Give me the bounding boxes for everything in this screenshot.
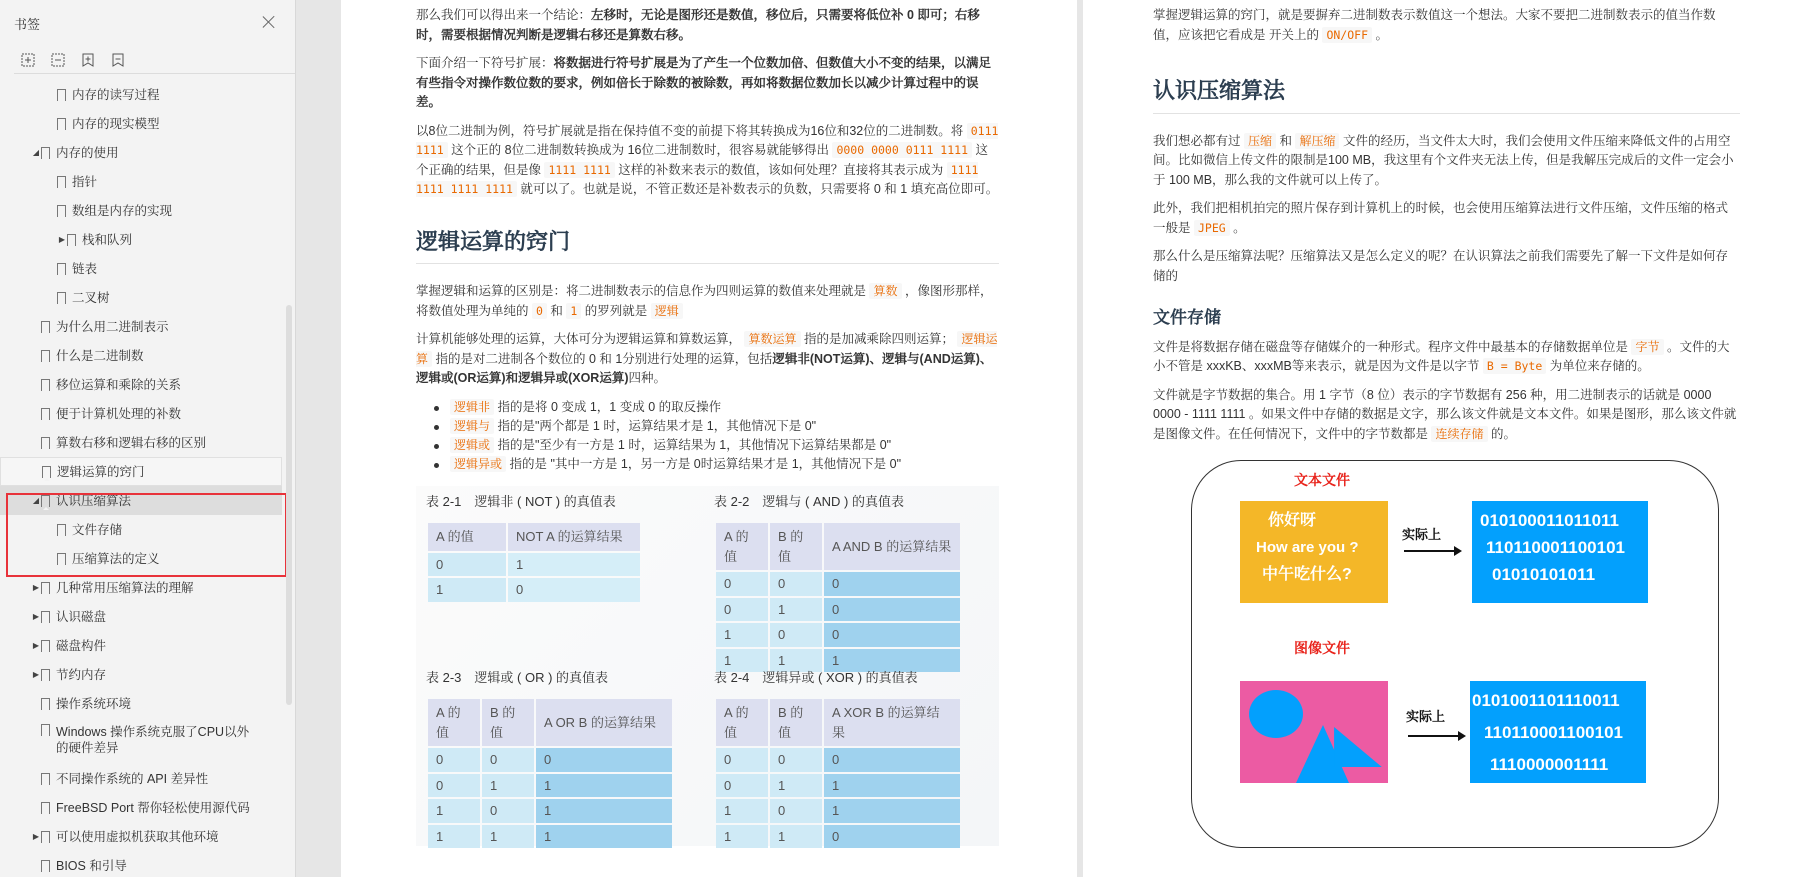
table-cell: 0 <box>824 825 960 849</box>
table-header: A 的值 <box>428 699 480 746</box>
table-cell: 1 <box>824 799 960 823</box>
bookmark-icon <box>41 724 50 736</box>
sidebar-item-label: Windows 操作系统克服了CPU以外的硬件差异 <box>56 725 250 755</box>
bookmark-icon <box>41 860 50 872</box>
heading-compression: 认识压缩算法 <box>1153 81 1740 114</box>
bookmark-icon <box>57 263 66 275</box>
bookmark-icon <box>41 640 50 652</box>
file-storage-diagram <box>1191 460 1719 848</box>
table-cell: 0 <box>770 799 822 823</box>
sidebar-item-label: 内存的使用 <box>56 145 119 160</box>
table-row <box>716 748 960 772</box>
sidebar-item[interactable] <box>0 428 282 457</box>
sidebar-item-label: 什么是二进制数 <box>56 348 144 363</box>
bookmark-icon <box>41 831 50 843</box>
shapes-icon <box>1240 681 1388 783</box>
bookmark-icon <box>41 698 50 710</box>
sidebar-item-label: 二叉树 <box>72 290 110 305</box>
table-header: A AND B 的运算结果 <box>824 523 960 570</box>
table-cell: 1 <box>716 825 768 849</box>
table-header: B 的值 <box>482 699 534 746</box>
paragraph-operations: 计算机能够处理的运算，大体可分为逻辑运算和算数运算， 算数运算 指的是加减乘除四则运算； 逻辑运算 指的是对二进制各个数位的 0 和 1分别进行处理的运算，包括逻辑非(NOT运算)、逻辑与(AND运算)、逻辑或(OR运算)和逻辑异或(XOR运算)四种。 <box>416 332 998 385</box>
bookmark-icon <box>41 802 50 814</box>
text-file-label: 文本文件 <box>1294 472 1350 488</box>
bookmark-tree <box>0 80 282 877</box>
table-cell: 0 <box>824 748 960 772</box>
arrow-right-icon <box>1408 735 1464 737</box>
sidebar-item[interactable] <box>0 254 282 283</box>
sidebar-scrollbar[interactable] <box>286 305 292 705</box>
table-header: A 的值 <box>716 699 768 746</box>
bookmark-toolbar <box>14 46 295 74</box>
sidebar-item-label: 逻辑运算的窍门 <box>57 464 145 479</box>
table-cell: 0 <box>716 598 768 622</box>
sidebar-item-label: 节约内存 <box>56 667 107 682</box>
sidebar-item[interactable] <box>0 399 282 428</box>
logic-op-list <box>434 398 999 474</box>
table-cell: 1 <box>716 623 768 647</box>
collapse-all-icon[interactable] <box>50 52 66 68</box>
sidebar-item-label: 算数右移和逻辑右移的区别 <box>56 435 207 450</box>
sidebar-item-label: 链表 <box>72 261 98 276</box>
sidebar-item[interactable] <box>0 793 282 822</box>
table-row <box>716 825 960 849</box>
heading-file-storage: 文件存储 <box>1153 308 1221 327</box>
list-item: 逻辑异或 指的是 "其中一方是 1，另一方是 0时运算结果才是 1，其他情况下是 0" <box>434 455 999 474</box>
bookmark-icon <box>41 495 50 507</box>
bookmark-icon <box>42 466 51 478</box>
bookmark-icon <box>41 582 50 594</box>
sidebar-item[interactable] <box>0 312 282 341</box>
table-cell: 1 <box>536 825 672 849</box>
table-row <box>716 623 960 647</box>
truth-table-or: 表 2-3 逻辑或 ( OR ) 的真值表 A 的值 B 的值 A OR B 的运算结果 0 0 0 0 1 1 1 0 1 1 1 1 <box>426 668 674 851</box>
table-cell: 1 <box>770 598 822 622</box>
table-cell: 0 <box>482 748 534 772</box>
bookmark-icon <box>41 669 50 681</box>
table-row <box>716 774 960 798</box>
page-left <box>341 0 1077 877</box>
sidebar-item[interactable] <box>0 167 282 196</box>
sidebar-item[interactable] <box>0 573 282 602</box>
sidebar-item[interactable] <box>0 225 282 254</box>
collapsed-triangle-icon[interactable]: ▶ <box>32 612 40 621</box>
bookmark-icon <box>57 89 66 101</box>
table-row <box>428 748 672 772</box>
sidebar-item-label: 栈和队列 <box>82 232 133 247</box>
bookmark-icon <box>57 205 66 217</box>
table-cell: 1 <box>716 799 768 823</box>
sidebar-item-label: 认识磁盘 <box>56 609 107 624</box>
sidebar-item[interactable] <box>0 515 282 544</box>
bookmark-icon <box>41 437 50 449</box>
table-row <box>716 799 960 823</box>
sidebar-item[interactable] <box>0 457 282 486</box>
paragraph-sign-extension: 下面介绍一下符号扩展：将数据进行符号扩展是为了产生一个位数加倍、但数值大小不变的结果，以满足有些指令对操作数位数的要求，例如倍长于除数的被除数，再如将数据位数加长以减少计算过程中的误差。 <box>416 56 992 109</box>
paragraph-byte-collection: 文件就是字节数据的集合。用 1 字节（8 位）表示的字节数据有 256 种，用二进制表示的话就是 0000 0000 - 1111 1111 。如果文件中存储的数据是文字，那么该文件就是文本文件。如果是图形，那么该文件就是图像文件。在任何情况下，文件中的字节数都是 连续存储 的。 <box>1153 387 1737 441</box>
table-cell: 0 <box>536 748 672 772</box>
sidebar-item-label: 可以使用虚拟机获取其他环境 <box>56 829 219 844</box>
paragraph-conclusion: 那么我们可以得出来一个结论：左移时，无论是图形还是数值，移位后，只需要将低位补 0 即可；右移时，需要根据情况判断是逻辑右移还是算数右移。 <box>416 8 980 42</box>
table-row <box>716 598 960 622</box>
table-cell: 0 <box>428 774 480 798</box>
truth-table-xor: 表 2-4 逻辑异或 ( XOR ) 的真值表 A 的值 B 的值 A XOR B 的运算结果 0 0 0 0 1 1 1 0 1 1 1 0 <box>714 668 962 851</box>
sidebar-item-label: 指针 <box>72 174 98 189</box>
list-item: 逻辑非 指的是将 0 变成 1，1 变成 0 的取反操作 <box>434 398 999 417</box>
table-header: B 的值 <box>770 523 822 570</box>
collapsed-triangle-icon[interactable]: ▶ <box>32 832 40 841</box>
collapsed-triangle-icon[interactable]: ▶ <box>32 583 40 592</box>
sidebar-item[interactable] <box>0 851 282 877</box>
sidebar-item-label: FreeBSD Port 帮你轻松使用源代码 <box>56 800 250 815</box>
sidebar-item-label: 文件存储 <box>72 522 123 537</box>
sidebar-item-label: 不同操作系统的 API 差异性 <box>56 771 209 786</box>
table-cell: 0 <box>770 748 822 772</box>
truth-table-not: 表 2-1 逻辑非 ( NOT ) 的真值表 A 的值 NOT A 的运算结果 0 1 1 0 <box>426 492 642 604</box>
table-cell: 1 <box>716 649 768 673</box>
close-icon[interactable] <box>261 14 277 30</box>
sidebar-item-label: 操作系统环境 <box>56 696 132 711</box>
paragraph-jpeg: 此外，我们把相机拍完的照片保存到计算机上的时候，也会使用压缩算法进行文件压缩，文件压缩的格式一般是 JPEG 。 <box>1153 201 1729 235</box>
sidebar-item-label: 为什么用二进制表示 <box>56 319 169 334</box>
table-cell: 1 <box>536 799 672 823</box>
table-header: A XOR B 的运算结果 <box>824 699 960 746</box>
table-cell: 1 <box>770 774 822 798</box>
sidebar-item[interactable] <box>0 138 282 167</box>
sidebar-item-label: 内存的现实模型 <box>72 116 160 131</box>
table-row <box>428 774 672 798</box>
table-cell: 0 <box>428 748 480 772</box>
table-cell: 1 <box>482 774 534 798</box>
bookmark-icon <box>41 147 50 159</box>
sidebar-item[interactable] <box>0 80 282 109</box>
arrow-label-image: 实际上 <box>1406 709 1446 724</box>
paragraph-8bit-example: 以8位二进制为例，符号扩展就是指在保持值不变的前提下将其转换成为16位和32位的二进制数。将 0111 1111 这个正的 8位二进制数转换成为 16位二进制数时，很容易就能够得出 0000 0000 0111 1111 这个正确的结果，但是像 1111 1111 这样的补数来表示的数值，该如何处理？直接将其表示成为 1111 1111 1111 1111 就可以了。也就是说，不管正数还是补数表示的负数，只需要将 0 和 1 填充高位即可。 <box>416 123 999 196</box>
image-binary-box: 0101001101110011 110110001100101 1110000001111 <box>1470 681 1646 783</box>
bookmark-icon <box>57 524 66 536</box>
table-cell: 1 <box>536 774 672 798</box>
bookmark-icon <box>41 379 50 391</box>
sidebar-item[interactable] <box>0 631 282 660</box>
document-viewport <box>297 0 1812 877</box>
table-row <box>428 799 672 823</box>
table-cell: 0 <box>770 623 822 647</box>
sidebar-item[interactable] <box>0 109 282 138</box>
paragraph-what-is-compression: 那么什么是压缩算法呢？压缩算法又是怎么定义的呢？在认识算法之前我们需要先了解一下文件是如何存储的 <box>1153 249 1729 283</box>
sidebar-item-label: 移位运算和乘除的关系 <box>56 377 182 392</box>
sidebar-item[interactable] <box>0 822 282 851</box>
bookmark-icon <box>41 321 50 333</box>
table-cell: 0 <box>716 572 768 596</box>
collapsed-triangle-icon[interactable]: ▶ <box>58 235 66 244</box>
sidebar-item-label: 几种常用压缩算法的理解 <box>56 580 194 595</box>
sidebar-item[interactable] <box>0 764 282 793</box>
bookmark-icon <box>57 118 66 130</box>
bookmark-icon <box>41 773 50 785</box>
paragraph-on-off: 掌握逻辑运算的窍门，就是要摒弃二进制数表示数值这一个想法。大家不要把二进制数表示的值当作数值，应该把它看成是 开关上的 ON/OFF 。 <box>1153 8 1716 42</box>
bookmark-icon <box>57 292 66 304</box>
add-bookmark-icon[interactable] <box>80 52 96 68</box>
bookmark-icon <box>67 234 76 246</box>
sidebar-item[interactable] <box>0 602 282 631</box>
paragraph-logic-vs-arith: 掌握逻辑和运算的区别是：将二进制数表示的信息作为四则运算的数值来处理就是 算数 ，像图形那样，将数值处理为单纯的 0 和 1 的罗列就是 逻辑 <box>416 284 993 318</box>
collapsed-triangle-icon[interactable]: ▶ <box>32 641 40 650</box>
table-cell: 0 <box>716 774 768 798</box>
table-cell: 1 <box>824 649 960 673</box>
truth-tables-image <box>416 486 999 846</box>
remove-bookmark-icon[interactable] <box>110 52 126 68</box>
sidebar-header <box>0 0 295 46</box>
sidebar-item[interactable] <box>0 283 282 312</box>
table-cell: 1 <box>770 649 822 673</box>
table-cell: 1 <box>428 825 480 849</box>
sidebar-item[interactable] <box>0 544 282 573</box>
bookmark-icon <box>41 408 50 420</box>
bookmark-icon <box>57 553 66 565</box>
sidebar-item[interactable] <box>0 196 282 225</box>
expand-all-icon[interactable] <box>20 52 36 68</box>
sidebar-item-label: BIOS 和引导 <box>56 858 127 873</box>
table-cell: 1 <box>428 799 480 823</box>
sidebar-item-label: 磁盘构件 <box>56 638 107 653</box>
table-header: A 的值 <box>716 523 768 570</box>
sidebar-item-label: 内存的读写过程 <box>72 87 160 102</box>
image-file-box <box>1240 681 1388 783</box>
table-cell: 0 <box>824 572 960 596</box>
image-file-label: 图像文件 <box>1294 640 1350 656</box>
sidebar-item-label: 压缩算法的定义 <box>72 551 160 566</box>
table-cell: 0 <box>716 748 768 772</box>
table-header: B 的值 <box>770 699 822 746</box>
expanded-triangle-icon[interactable]: ◢ <box>32 496 40 505</box>
table-cell: 1 <box>824 774 960 798</box>
bookmark-icon <box>41 611 50 623</box>
sidebar-item[interactable] <box>0 370 282 399</box>
table-cell: 1 <box>482 825 534 849</box>
bookmark-icon <box>41 350 50 362</box>
page-right <box>1083 0 1812 877</box>
list-item: 逻辑或 指的是"至少有一方是 1 时，运算结果为 1，其他情况下运算结果都是 0" <box>434 436 999 455</box>
table-cell: 0 <box>482 799 534 823</box>
table-header: A OR B 的运算结果 <box>536 699 672 746</box>
arrow-right-icon <box>1404 550 1460 552</box>
sidebar-title: 书签 <box>14 16 41 32</box>
sidebar-item-label: 便于计算机处理的补数 <box>56 406 182 421</box>
bookmark-icon <box>57 176 66 188</box>
sidebar-item[interactable] <box>0 660 282 689</box>
bookmark-sidebar <box>0 0 296 877</box>
table-row <box>428 825 672 849</box>
table-cell: 0 <box>824 598 960 622</box>
table-row <box>716 572 960 596</box>
truth-table-and: 表 2-2 逻辑与 ( AND ) 的真值表 A 的值 B 的值 A AND B 的运算结果 0 0 0 0 1 0 1 0 0 1 1 1 <box>714 492 962 675</box>
sidebar-item[interactable] <box>0 341 282 370</box>
table-cell: 1 <box>770 825 822 849</box>
table-cell: 0 <box>770 572 822 596</box>
sidebar-item-label: 认识压缩算法 <box>56 493 132 508</box>
paragraph-byte-unit: 文件是将数据存储在磁盘等存储媒介的一种形式。程序文件中最基本的存储数据单位是 字节 。文件的大小不管是 xxxKB、xxxMB等来表示，就是因为文件是以字节 B = Byte 为单位来存储的。 <box>1153 339 1730 373</box>
text-file-box: 你好呀 How are you ? 中午吃什么? <box>1240 501 1388 603</box>
paragraph-compression-intro: 我们想必都有过 压缩 和 解压缩 文件的经历，当文件太大时，我们会使用文件压缩来降低文件的占用空间。比如微信上传文件的限制是100 MB，我这里有个文件夹无法上传，但是我解压完成后的文件一定会小于 100 MB，那么我的文件就可以上传了。 <box>1153 133 1734 187</box>
sidebar-item[interactable] <box>0 486 282 515</box>
text-binary-box: 010100011011011 110110001100101 01010101011 <box>1472 501 1648 603</box>
heading-logic-tricks: 逻辑运算的窍门 <box>416 232 999 265</box>
arrow-label-text: 实际上 <box>1402 527 1442 542</box>
collapsed-triangle-icon[interactable]: ▶ <box>32 670 40 679</box>
sidebar-item[interactable] <box>0 689 282 718</box>
expanded-triangle-icon[interactable]: ◢ <box>32 148 40 157</box>
sidebar-item[interactable] <box>0 718 282 764</box>
sidebar-item-label: 数组是内存的实现 <box>72 203 173 218</box>
list-item: 逻辑与 指的是"两个都是 1 时，运算结果才是 1，其他情况下是 0" <box>434 417 999 436</box>
table-cell: 0 <box>824 623 960 647</box>
